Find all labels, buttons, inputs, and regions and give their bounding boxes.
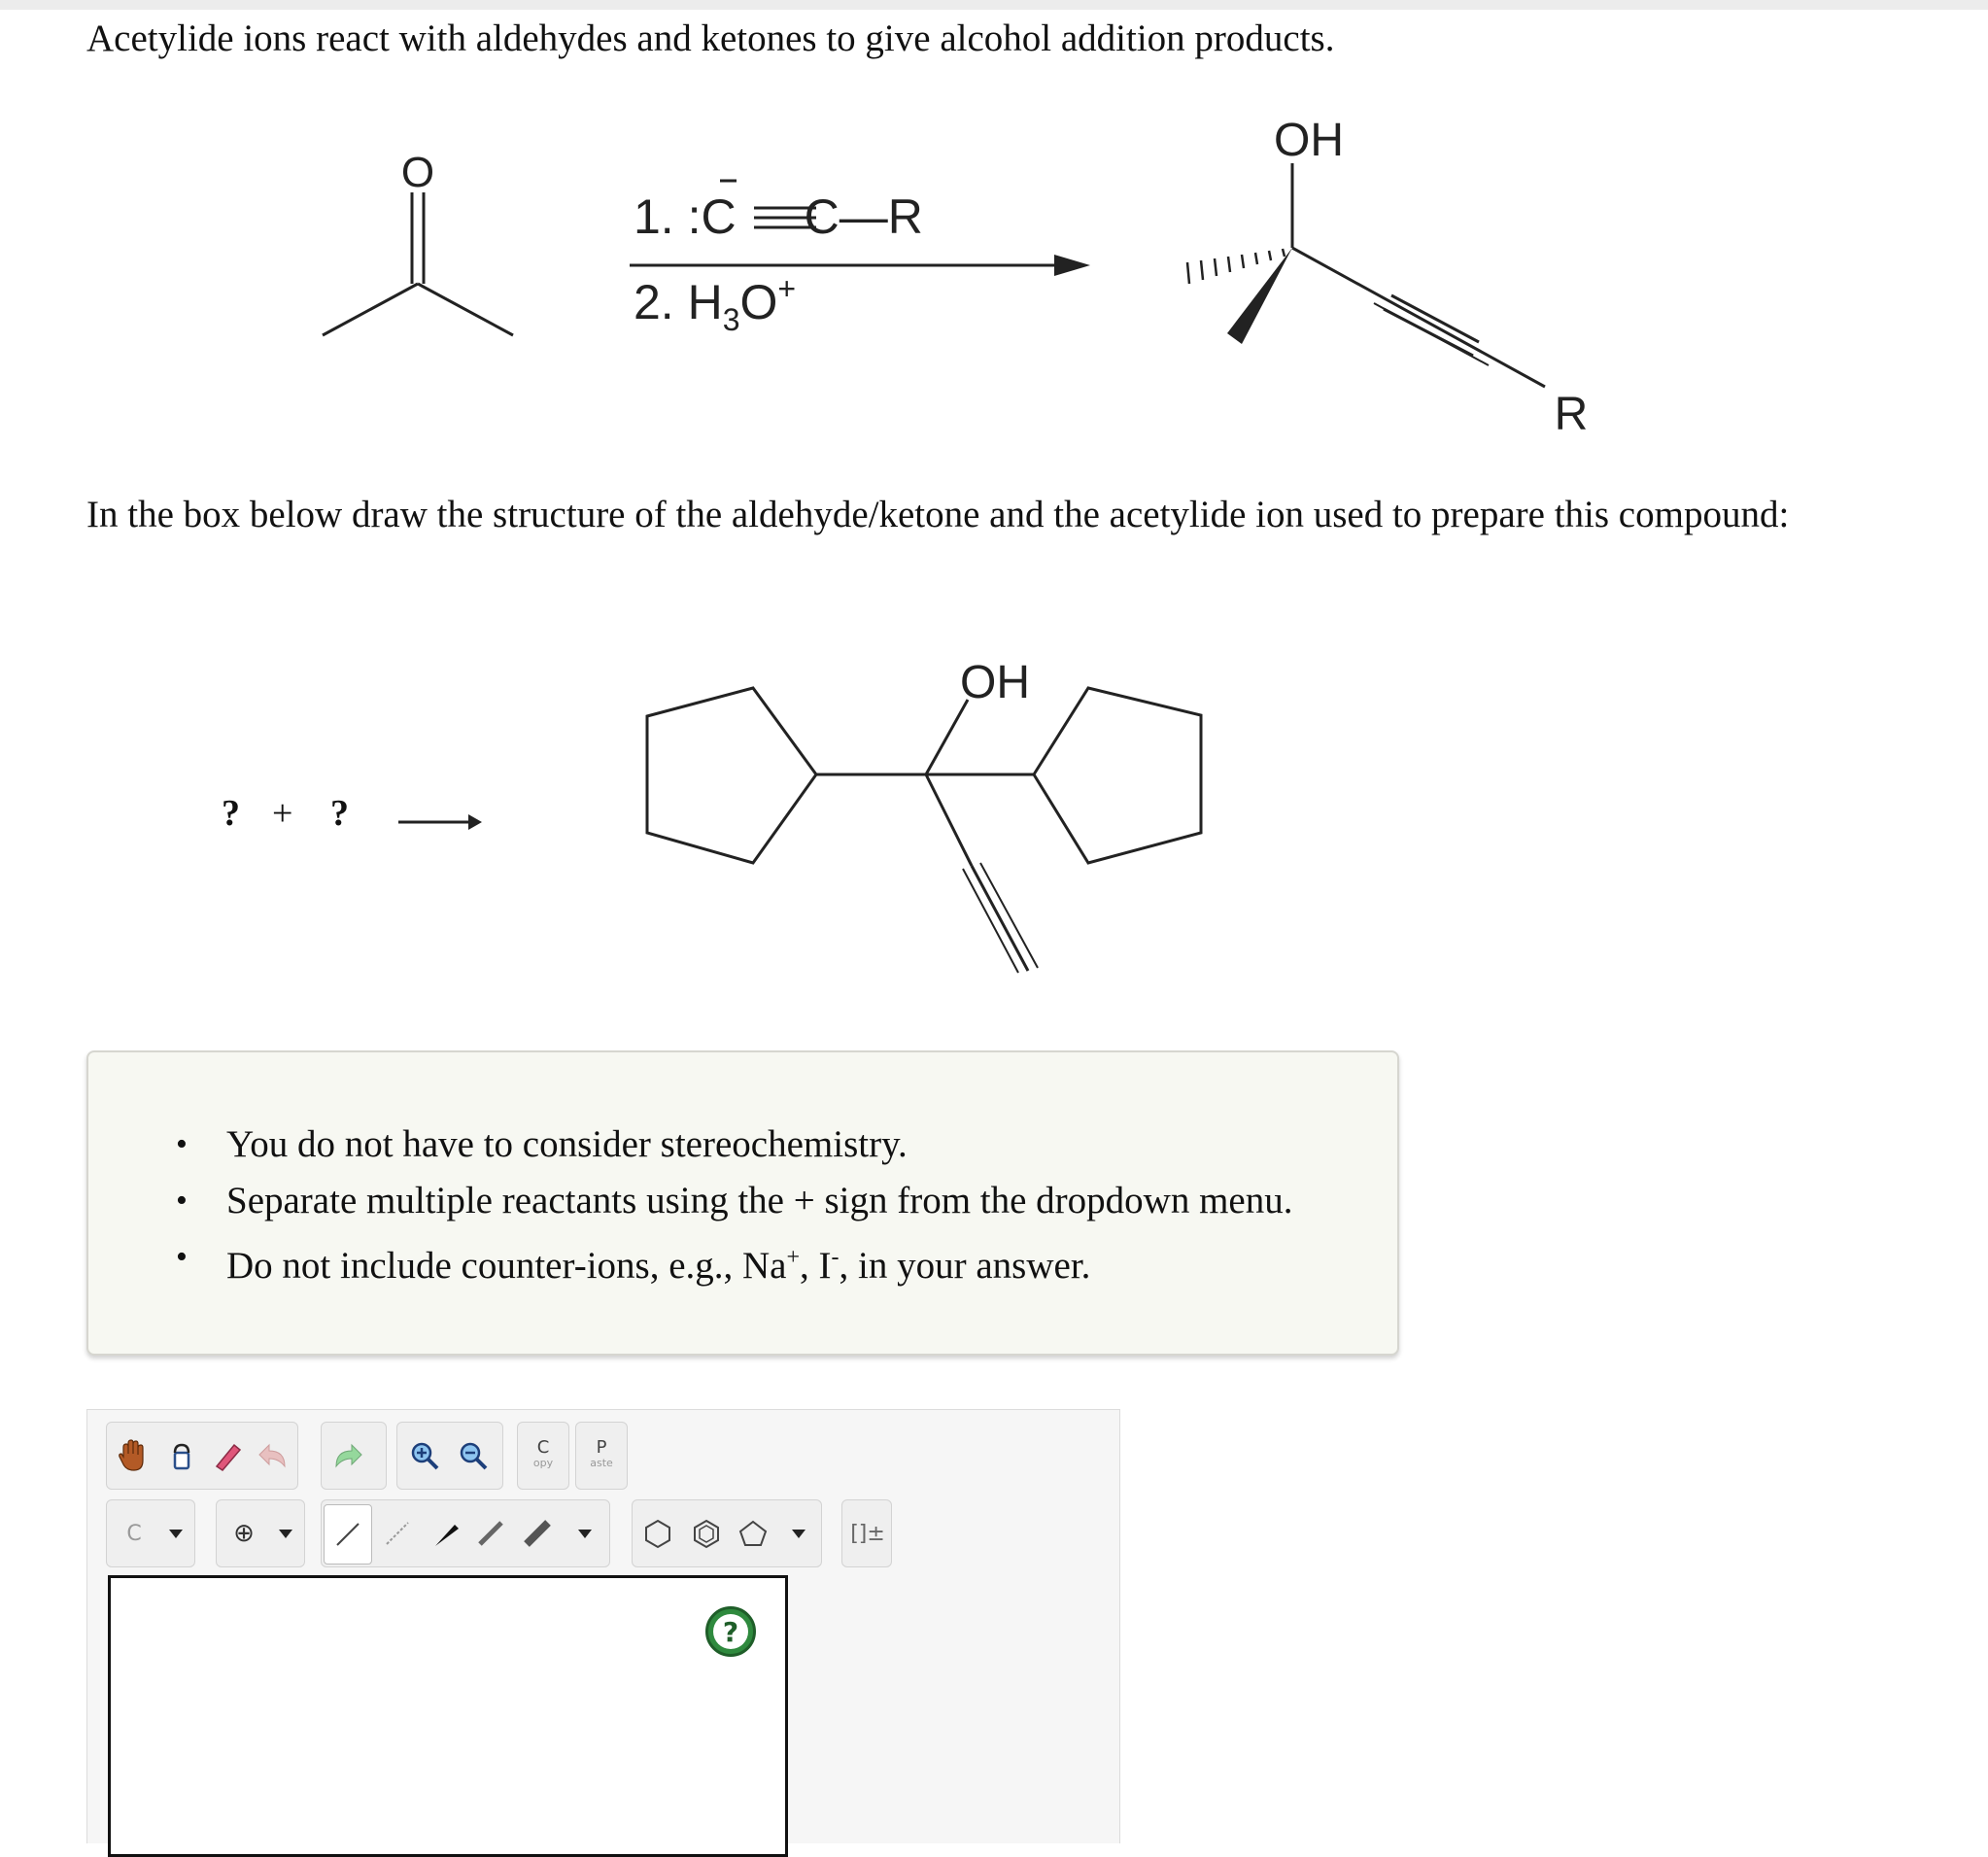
hashed-bond-icon[interactable] — [374, 1508, 421, 1559]
instruction-item: • Separate multiple reactants using the + sign from the dropdown menu. — [176, 1173, 1292, 1229]
eraser-icon[interactable] — [204, 1430, 251, 1481]
element-label: C — [126, 1521, 142, 1546]
wedge-bond-icon[interactable] — [423, 1508, 469, 1559]
bracket-button[interactable] — [841, 1499, 892, 1567]
hand-icon[interactable] — [109, 1430, 155, 1481]
ring-selector — [632, 1499, 822, 1567]
redo-icon[interactable] — [326, 1430, 372, 1481]
bond-selector — [321, 1499, 610, 1567]
reagent-1: 1. :C C—R — [634, 189, 923, 244]
copy-icon: C opy — [532, 1437, 554, 1469]
double-bond-icon[interactable] — [467, 1508, 514, 1559]
undo-icon[interactable] — [249, 1430, 295, 1481]
chevron-down-icon[interactable] — [169, 1530, 183, 1538]
single-bond-icon[interactable] — [324, 1504, 372, 1565]
instruction-item: • You do not have to consider stereochemistry. — [176, 1117, 1292, 1173]
intro-text: Acetylide ions react with aldehydes and ketones to give alcohol addition products. — [86, 17, 1335, 59]
help-button[interactable] — [705, 1606, 756, 1657]
reagent-2: 2. $H_3O^+$ — [634, 271, 797, 337]
acetone-oxygen-label: O — [400, 149, 435, 196]
plus-sign: + — [272, 793, 293, 834]
unknown-reactant-2: ? — [330, 793, 349, 834]
chevron-down-icon[interactable] — [279, 1530, 292, 1538]
paste-button[interactable] — [575, 1422, 628, 1490]
lasso-icon[interactable] — [157, 1430, 204, 1481]
unknown-reactant-1: ? — [222, 793, 240, 834]
toolbar-group-edit — [106, 1422, 298, 1490]
instructions-box — [86, 1050, 1399, 1356]
zoom-out-icon[interactable] — [450, 1430, 497, 1481]
toolbar-group-zoom — [396, 1422, 503, 1490]
charge-icon: ⊕ — [233, 1519, 255, 1548]
bold-bond-icon[interactable] — [514, 1508, 561, 1559]
chevron-down-icon[interactable] — [578, 1530, 592, 1538]
instruction-item: • Do not include counter-ions, e.g., Na+, I-, in your answer. — [176, 1229, 1292, 1294]
redo-group — [321, 1422, 387, 1490]
product-r-label: R — [1554, 389, 1589, 440]
paste-icon: P aste — [590, 1437, 613, 1469]
product-hydroxyl-label: OH — [1274, 115, 1344, 166]
hexagon-icon[interactable] — [634, 1508, 681, 1559]
drawing-canvas[interactable] — [108, 1575, 788, 1857]
dicyclopentyl-propargyl-alcohol — [647, 688, 1201, 973]
structure-editor — [86, 1409, 1120, 1843]
copy-button[interactable] — [517, 1422, 569, 1490]
target-hydroxyl-label: OH — [960, 657, 1030, 708]
pentagon-icon[interactable] — [730, 1508, 776, 1559]
arrow-2 — [398, 814, 482, 830]
bracket-icon: []± — [850, 1521, 885, 1546]
zoom-in-icon[interactable] — [401, 1430, 448, 1481]
element-selector[interactable] — [106, 1499, 195, 1567]
charge-selector[interactable] — [216, 1499, 305, 1567]
benzene-icon[interactable] — [683, 1508, 730, 1559]
help-icon: ? — [713, 1614, 748, 1649]
chevron-down-icon[interactable] — [792, 1530, 805, 1538]
question-text: In the box below draw the structure of the aldehyde/ketone and the acetylide ion used to prepare this compound: — [86, 494, 1790, 535]
